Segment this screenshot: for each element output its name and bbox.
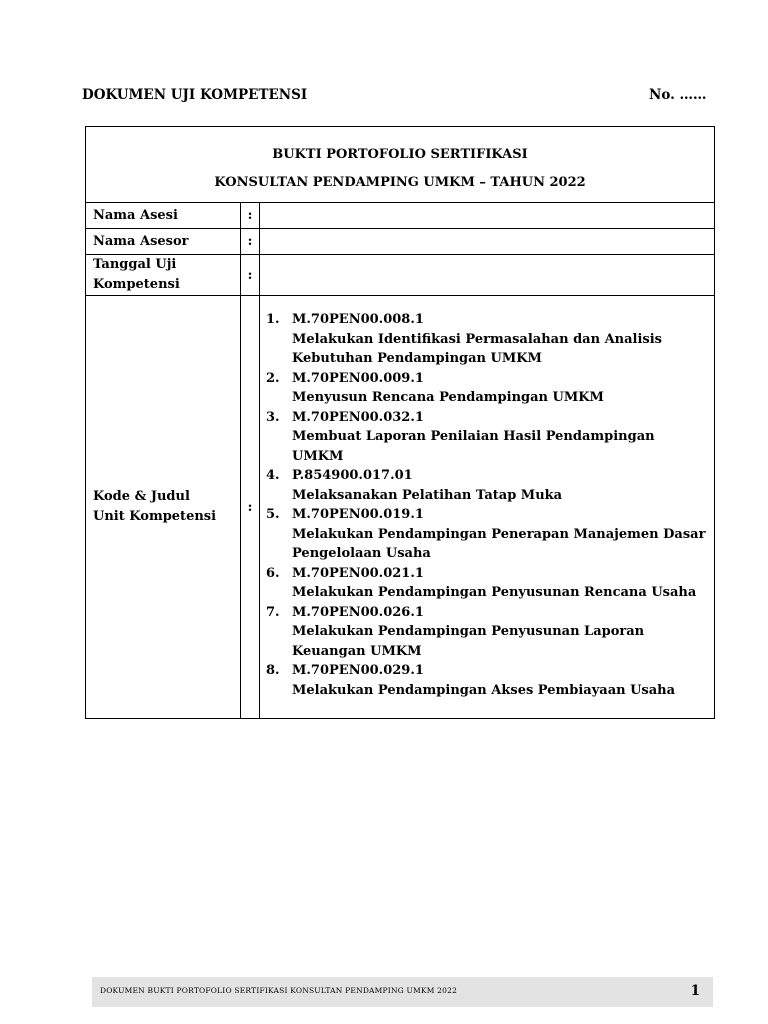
unit-item [266, 408, 708, 467]
row-nama-asesi [86, 203, 715, 229]
unit-code: M.70PEN00.008.1 [292, 312, 424, 327]
row-tanggal-uji [86, 255, 715, 296]
unit-number: 4. [266, 468, 280, 483]
page-number: 1 [690, 983, 700, 999]
table-title-cell [86, 127, 715, 203]
unit-title: Menyusun Rencana Pendampingan UMKM [292, 390, 604, 405]
label-nama-asesi: Nama Asesi [86, 203, 241, 229]
row-unit-kompetensi [86, 296, 715, 719]
table-title-line-2: KONSULTAN PENDAMPING UMKM – TAHUN 2022 [214, 174, 586, 190]
unit-code: M.70PEN00.032.1 [292, 409, 424, 425]
unit-item [266, 603, 708, 662]
row-nama-asesor [86, 229, 715, 255]
colon-separator: : [241, 203, 260, 229]
unit-item [266, 466, 708, 505]
table-title-row [86, 127, 715, 203]
page-footer [92, 977, 713, 1007]
label-unit-kompetensi-line-1: Kode & Judul [93, 489, 190, 504]
label-tanggal-uji: Tanggal Uji Kompetensi [86, 255, 241, 296]
value-nama-asesor[interactable] [260, 229, 715, 255]
footer-text: DOKUMEN BUKTI PORTOFOLIO SERTIFIKASI KONSULTAN PENDAMPING UMKM 2022 [100, 986, 458, 995]
unit-number: 2. [266, 370, 280, 386]
value-tanggal-uji[interactable] [260, 255, 715, 296]
portfolio-table [85, 126, 715, 719]
document-title: DOKUMEN UJI KOMPETENSI [82, 87, 308, 103]
unit-title: Melaksanakan Pelatihan Tatap Muka [292, 487, 563, 503]
label-unit-kompetensi-line-2: Unit Kompetensi [93, 509, 217, 524]
unit-list-cell [260, 296, 715, 719]
unit-item [266, 564, 708, 603]
unit-number: 8. [266, 663, 280, 678]
unit-item [266, 369, 708, 408]
unit-number: 1. [266, 312, 280, 327]
unit-code: M.70PEN00.019.1 [292, 507, 424, 522]
unit-item [266, 661, 708, 700]
colon-separator: : [241, 296, 260, 719]
unit-number: 6. [266, 565, 280, 581]
unit-code: M.70PEN00.029.1 [292, 663, 424, 678]
unit-number: 7. [266, 604, 280, 620]
unit-code: P.854900.017.01 [292, 468, 413, 483]
label-nama-asesor: Nama Asesor [86, 229, 241, 255]
unit-number: 5. [266, 507, 280, 522]
unit-code: M.70PEN00.009.1 [292, 370, 424, 386]
unit-list [266, 310, 708, 700]
table-title-line-1: BUKTI PORTOFOLIO SERTIFIKASI [272, 146, 528, 162]
unit-title: Melakukan Pendampingan Penyusunan Rencana Usaha [292, 585, 697, 600]
unit-code: M.70PEN00.021.1 [292, 565, 424, 581]
unit-title: Melakukan Pendampingan Penyusunan Laporan Keuangan UMKM [292, 624, 645, 659]
unit-title: Membuat Laporan Penilaian Hasil Pendampingan UMKM [292, 429, 655, 464]
unit-item [266, 505, 708, 564]
unit-item [266, 310, 708, 369]
unit-number: 3. [266, 409, 280, 425]
label-unit-kompetensi [86, 296, 241, 719]
unit-title: Melakukan Identifikasi Permasalahan dan Analisis Kebutuhan Pendampingan UMKM [292, 331, 662, 366]
unit-code: M.70PEN00.026.1 [292, 604, 424, 620]
unit-title: Melakukan Pendampingan Penerapan Manajemen Dasar Pengelolaan Usaha [292, 526, 706, 561]
colon-separator: : [241, 229, 260, 255]
value-nama-asesi[interactable] [260, 203, 715, 229]
unit-title: Melakukan Pendampingan Akses Pembiayaan Usaha [292, 682, 676, 698]
colon-separator: : [241, 255, 260, 296]
document-number: No. …… [649, 87, 707, 103]
